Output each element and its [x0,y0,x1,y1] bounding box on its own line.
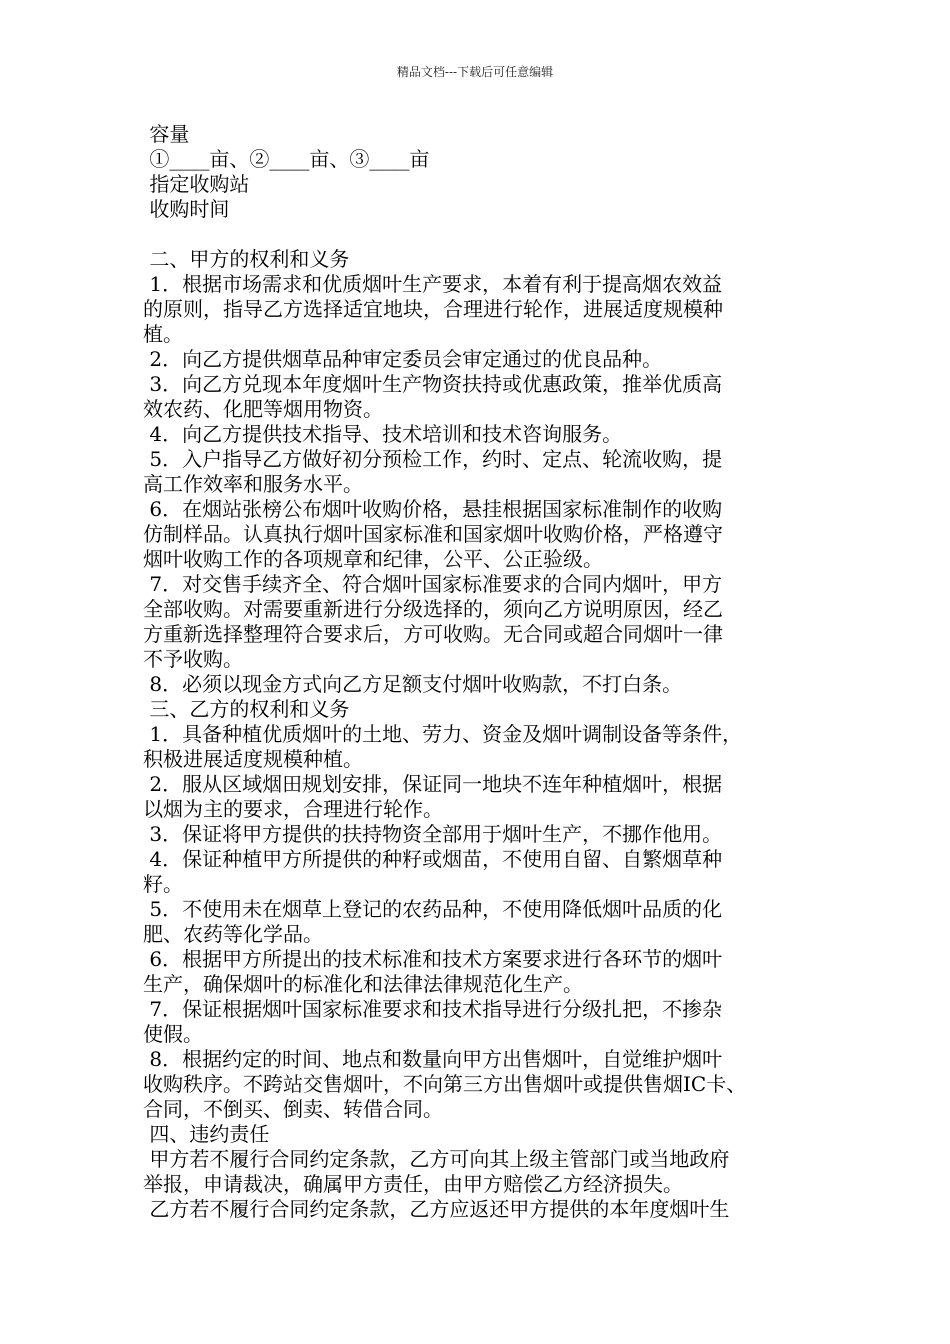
text-line: 收购秩序。不跨站交售烟叶，不向第三方出售烟叶或提供售烟IC卡、 [143,1072,747,1096]
section-heading: 四、违约责任 [143,1122,270,1146]
text-line: 3．向乙方兑现本年度烟叶生产物资扶持或优惠政策，推举优质高 [143,372,723,396]
text-line: 7．对交售手续齐全、符合烟叶国家标准要求的合同内烟叶，甲方 [143,572,723,596]
text-line: 容量 [143,122,190,146]
text-line: 以烟为主的要求，合理进行轮作。 [143,797,443,821]
text-line: 生产，确保烟叶的标准化和法律法律规范化生产。 [143,972,583,996]
text-line: ①____亩、②____亩、③____亩 [143,147,430,171]
text-line: 高工作效率和服务水平。 [143,472,363,496]
document-body [143,122,823,1222]
text-line: 仿制样品。认真执行烟叶国家标准和国家烟叶收购价格，严格遵守 [143,522,723,546]
text-line: 7．保证根据烟叶国家标准要求和技术指导进行分级扎把，不掺杂 [143,997,723,1021]
text-line: 方重新选择整理符合要求后，方可收购。无合同或超合同烟叶一律 [143,622,723,646]
text-line: 肥、农药等化学品。 [143,922,323,946]
text-line: 6．在烟站张榜公布烟叶收购价格，悬挂根据国家标准制作的收购 [143,497,723,521]
text-line: 效农药、化肥等烟用物资。 [143,397,383,421]
text-line: 3．保证将甲方提供的扶持物资全部用于烟叶生产，不挪作他用。 [143,822,723,846]
text-line: 甲方若不履行合同约定条款，乙方可向其上级主管部门或当地政府 [143,1147,730,1171]
text-line: 的原则，指导乙方选择适宜地块，合理进行轮作，进展适度规模种 [143,297,723,321]
text-line: 2．向乙方提供烟草品种审定委员会审定通过的优良品种。 [143,347,663,371]
section-heading: 三、乙方的权利和义务 [143,697,350,721]
text-line: 烟叶收购工作的各项规章和纪律，公平、公正验级。 [143,547,603,571]
text-line: 植。 [143,322,183,346]
text-line: 使假。 [143,1022,203,1046]
blank-line [143,222,823,247]
text-line: 籽。 [143,872,183,896]
text-line: 1．具备种植优质烟叶的土地、劳力、资金及烟叶调制设备等条件， [143,722,743,746]
text-line: 4．保证种植甲方所提供的种籽或烟苗，不使用自留、自繁烟草种 [143,847,723,871]
text-line: 1．根据市场需求和优质烟叶生产要求，本着有利于提高烟农效益 [143,272,723,296]
text-line: 合同，不倒买、倒卖、转借合同。 [143,1097,443,1121]
text-line: 6．根据甲方所提出的技术标准和技术方案要求进行各环节的烟叶 [143,947,723,971]
text-line: 4．向乙方提供技术指导、技术培训和技术咨询服务。 [143,422,623,446]
text-line: 2．服从区域烟田规划安排，保证同一地块不连年种植烟叶，根据 [143,772,723,796]
text-line: 8．必须以现金方式向乙方足额支付烟叶收购款，不打白条。 [143,672,683,696]
text-line: 5．入户指导乙方做好初分预检工作，约时、定点、轮流收购，提 [143,447,723,471]
page-header: 精品文档---下载后可任意编辑 [396,65,554,79]
text-line: 指定收购站 [143,172,250,196]
text-line: 8．根据约定的时间、地点和数量向甲方出售烟叶，自觉维护烟叶 [143,1047,723,1071]
section-heading: 二、甲方的权利和义务 [143,247,350,271]
text-line: 积极进展适度规模种植。 [143,747,363,771]
text-line: 5．不使用未在烟草上登记的农药品种，不使用降低烟叶品质的化 [143,897,723,921]
text-line: 乙方若不履行合同约定条款，乙方应返还甲方提供的本年度烟叶生 [143,1197,730,1221]
text-line: 全部收购。对需要重新进行分级选择的，须向乙方说明原因，经乙 [143,597,723,621]
text-line: 收购时间 [143,197,230,221]
text-line: 举报，申请裁决，确属甲方责任，由甲方赔偿乙方经济损失。 [143,1172,683,1196]
text-line: 不予收购。 [143,647,243,671]
